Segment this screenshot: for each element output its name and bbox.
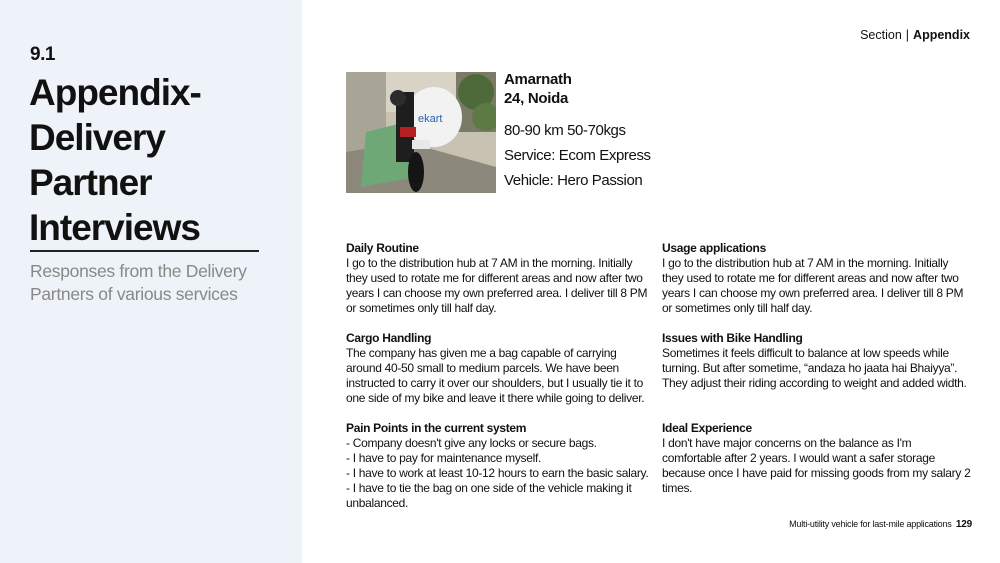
daily-routine-section xyxy=(346,241,654,316)
partner-name: Amarnath xyxy=(504,71,572,88)
bag-brand-text: ekart xyxy=(418,113,443,125)
section-label-value: Appendix xyxy=(913,28,970,42)
section-body: I go to the distribution hub at 7 AM in the morning. Initially they used to rotate me for different areas and now after two years I can choose my own preferred area. I deliver till 8 PM or sometimes only till half day. xyxy=(346,256,648,315)
section-label-separator: | xyxy=(905,28,910,42)
pain-point-item: - I have to tie the bag on one side of the vehicle making it unbalanced. xyxy=(346,481,632,510)
pain-points-section xyxy=(346,421,654,511)
section-number: 9.1 xyxy=(30,44,55,65)
page-subtitle: Responses from the Delivery Partners of various services xyxy=(30,261,247,304)
section-heading: Issues with Bike Handling xyxy=(662,331,803,345)
title-divider xyxy=(30,250,259,252)
section-label xyxy=(860,28,970,42)
section-heading: Ideal Experience xyxy=(662,421,752,435)
page-title-line: Interviews xyxy=(29,207,200,248)
distance-weight-stat: 80-90 km 50-70kgs xyxy=(504,122,626,139)
section-heading: Usage applications xyxy=(662,241,766,255)
motorbike-with-bags-illustration xyxy=(346,72,496,193)
section-heading: Daily Routine xyxy=(346,241,419,255)
vehicle-stat: Vehicle: Hero Passion xyxy=(504,172,643,189)
partner-age-location: 24, Noida xyxy=(504,90,568,107)
ideal-experience-section xyxy=(662,421,972,496)
pain-point-item: - I have to pay for maintenance myself. xyxy=(346,451,542,465)
partner-stats xyxy=(504,118,651,193)
delivery-partner-photo xyxy=(346,72,496,193)
sidebar-panel xyxy=(0,0,302,563)
page-title-line: Partner xyxy=(29,162,152,203)
pain-point-item: - I have to work at least 10-12 hours to earn the basic salary. xyxy=(346,466,649,480)
page-title xyxy=(29,70,289,250)
section-heading: Cargo Handling xyxy=(346,331,432,345)
section-body: Sometimes it feels difficult to balance at low speeds while turning. But after sometime, “andaza ho jaata hai Bhaiyya”. They adjust their riding according to weight and added width. xyxy=(662,346,967,390)
section-label-key: Section xyxy=(860,28,902,42)
usage-applications-section xyxy=(662,241,972,316)
section-body: The company has given me a bag capable of carrying around 40-50 small to medium parcels. We have been instructed to carry it over our shoulders, but I usually tie it to one side of my bike and leave it there while going to deliver. xyxy=(346,346,645,405)
page-number: 129 xyxy=(955,519,972,530)
page-footer xyxy=(789,519,972,530)
pain-point-item: - Company doesn't give any locks or secure bags. xyxy=(346,436,597,450)
bike-handling-section xyxy=(662,331,972,391)
partner-profile xyxy=(504,70,651,193)
page-title-line: Appendix- xyxy=(29,72,201,113)
section-body: I don't have major concerns on the balance as I'm comfortable after 2 years. I would want a safer storage because once I have paid for missing goods from my salary 2 times. xyxy=(662,436,971,495)
document-title: Multi-utility vehicle for last-mile applications xyxy=(789,519,952,529)
section-heading: Pain Points in the current system xyxy=(346,421,527,435)
service-stat: Service: Ecom Express xyxy=(504,147,651,164)
section-body: I go to the distribution hub at 7 AM in the morning. Initially they used to rotate me for different areas and now after two years I can choose my own preferred area. I deliver till 8 PM or sometimes only till half day. xyxy=(662,256,964,315)
page-title-line: Delivery xyxy=(29,117,165,158)
cargo-handling-section xyxy=(346,331,654,406)
